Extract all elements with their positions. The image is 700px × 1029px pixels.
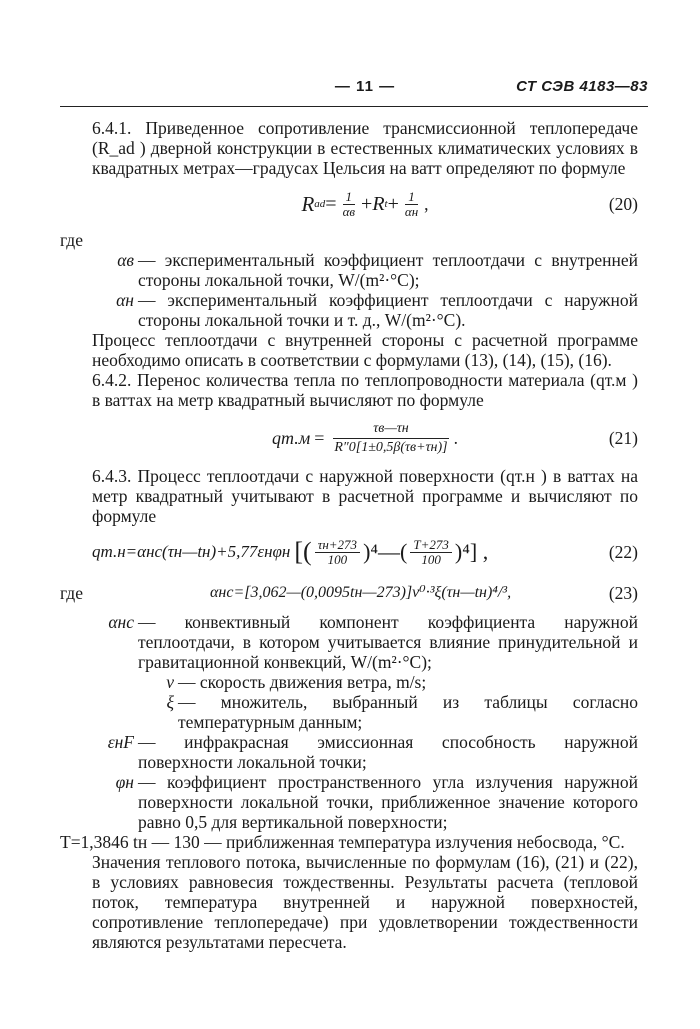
where-label-2: где: [60, 583, 83, 603]
eq20-comma: ,: [424, 194, 429, 214]
definition-v: [92, 672, 638, 692]
equation-number-22: (22): [608, 542, 638, 562]
def-symbol: εнF: [107, 732, 134, 752]
equation-number-23: (23): [608, 583, 638, 603]
equation-number-21: (21): [608, 428, 638, 448]
eq20-frac1-num: 1: [343, 190, 356, 205]
eq21-fraction: [331, 420, 450, 457]
page-number: — 11 —: [334, 78, 396, 95]
def-symbol: αн: [116, 290, 134, 310]
eq20-fraction-1: [340, 190, 358, 219]
definition-alpha-v: [92, 250, 638, 290]
eq22-bracket-open: [(: [294, 537, 312, 566]
equation-22: [92, 530, 638, 574]
eq22-f2-num: T+273: [410, 538, 452, 553]
eq20-lhs-sub: ad: [314, 198, 326, 210]
eq22-minus: )⁴—(: [363, 539, 408, 564]
def-symbol: φн: [115, 772, 134, 792]
equation-21: [92, 414, 638, 462]
eq20-frac1-den: αв: [342, 203, 356, 219]
def-symbol: αнс: [108, 612, 134, 632]
where-label-1: где: [60, 230, 83, 250]
eq20-frac2-num: 1: [405, 190, 418, 205]
definitions-list-2: [92, 612, 638, 832]
eq22-fraction-2: [410, 538, 452, 567]
paragraph-process: Процесс теплоотдачи с внутренней стороны с расчетной программе необходимо описать в соответствии с формулами (13), (14), (15), (16).: [92, 330, 638, 370]
document-body: [60, 118, 638, 952]
eq21-den: R″0[1±0,5β(τв+τн)]: [334, 439, 448, 455]
eq22-fraction-1: [315, 538, 360, 567]
def-symbol: v: [166, 672, 174, 692]
equation-23: [60, 578, 638, 608]
paragraph-6-4-2: 6.4.2. Перенос количества тепла по теплопроводности материала (qт.м ) в ваттах на метр квадратный вычисляют по формуле: [92, 370, 638, 410]
def-text: — экспериментальный коэффициент теплоотдачи с внутренней стороны локальной точки, W/(m²·°C);: [138, 250, 638, 290]
eq20-frac2-den: αн: [404, 203, 419, 219]
eq22-lhs: qт.н=αнс(τн—tн)+5,77εнφн: [92, 542, 291, 561]
def-text: — экспериментальный коэффициент теплоотдачи с наружной стороны локальной точки и т. д., W/(m²·°C).: [138, 290, 638, 330]
eq21-lhs: qт.м: [271, 428, 311, 448]
definition-alpha-n: [92, 290, 638, 330]
definitions-list-1: [92, 250, 638, 330]
eq20-plus-1: +: [361, 193, 373, 215]
equation-20: [92, 182, 638, 226]
def-text: — коэффициент пространственного угла излучения наружной поверхности локальной точки, приближенное значение которого равно 0,5 для вертикальной поверхности;: [138, 772, 638, 832]
eq20-mid: R: [372, 193, 385, 215]
eq21-num: τв—τн: [333, 420, 449, 439]
def-text: — конвективный компонент коэффициента наружной теплоотдачи, в котором учитывается влияние принудительной и гравитационной конвекций, W/(m²·°C);: [138, 612, 638, 672]
equation-number-20: (20): [608, 194, 638, 214]
eq22-f2-den: 100: [421, 551, 441, 567]
def-symbol: αв: [117, 250, 134, 270]
eq23-formula: αнс=[3,062—(0,0095tн—273)]v⁰·³ξ(τн—tн)⁴/³,: [210, 584, 512, 601]
eq20-fraction-2: [402, 190, 421, 219]
paragraph-6-4-3: 6.4.3. Процесс теплоотдачи с наружной поверхности (qт.н ) в ваттах на метр квадратный учитывают в расчетной программе и вычисляют по формуле: [92, 466, 638, 526]
paragraph-6-4-1: 6.4.1. Приведенное сопротивление трансмиссионной теплопередаче (R_ad ) дверной конструкции в естественных климатических условиях в квадратных метрах—градусах Цельсия на ватт определяют по формуле: [92, 118, 638, 178]
eq20-equals: =: [325, 193, 337, 215]
paragraph-sky-temperature: T=1,3846 tн — 130 — приближенная температура излучения небосвода, °C.: [60, 832, 625, 852]
page-header: [60, 78, 648, 108]
def-symbol: ξ: [166, 692, 174, 712]
eq21-dot: .: [453, 428, 458, 448]
def-text: — множитель, выбранный из таблицы согласно температурным данным;: [178, 692, 638, 732]
eq20-plus-2: +: [387, 193, 399, 215]
eq21-equals: =: [314, 428, 325, 448]
def-text: — инфракрасная эмиссионная способность наружной поверхности локальной точки;: [138, 732, 638, 772]
definition-xi: [92, 692, 638, 732]
header-rule: [60, 106, 648, 107]
paragraph-final: Значения теплового потока, вычисленные по формулам (16), (21) и (22), в условиях равновесия тождественны. Результаты расчета (тепловой поток, температура внутренней и наружной поверхностей, сопротивление теплопередаче) при удовлетворении тождественности являются результатами пересчета.: [92, 852, 638, 952]
eq22-f1-den: 100: [327, 551, 348, 567]
eq22-f1-num: τн+273: [315, 538, 360, 553]
standard-code: СТ СЭВ 4183—83: [516, 78, 648, 95]
eq20-lhs: R: [301, 192, 315, 216]
definition-phi: [92, 772, 638, 832]
definition-alpha-nc: [92, 612, 638, 672]
eq20-mid-sub: t: [384, 198, 388, 210]
definition-epsilon: [92, 732, 638, 772]
def-text: — скорость движения ветра, m/s;: [178, 672, 427, 692]
eq22-bracket-close: )⁴] ,: [454, 539, 489, 564]
